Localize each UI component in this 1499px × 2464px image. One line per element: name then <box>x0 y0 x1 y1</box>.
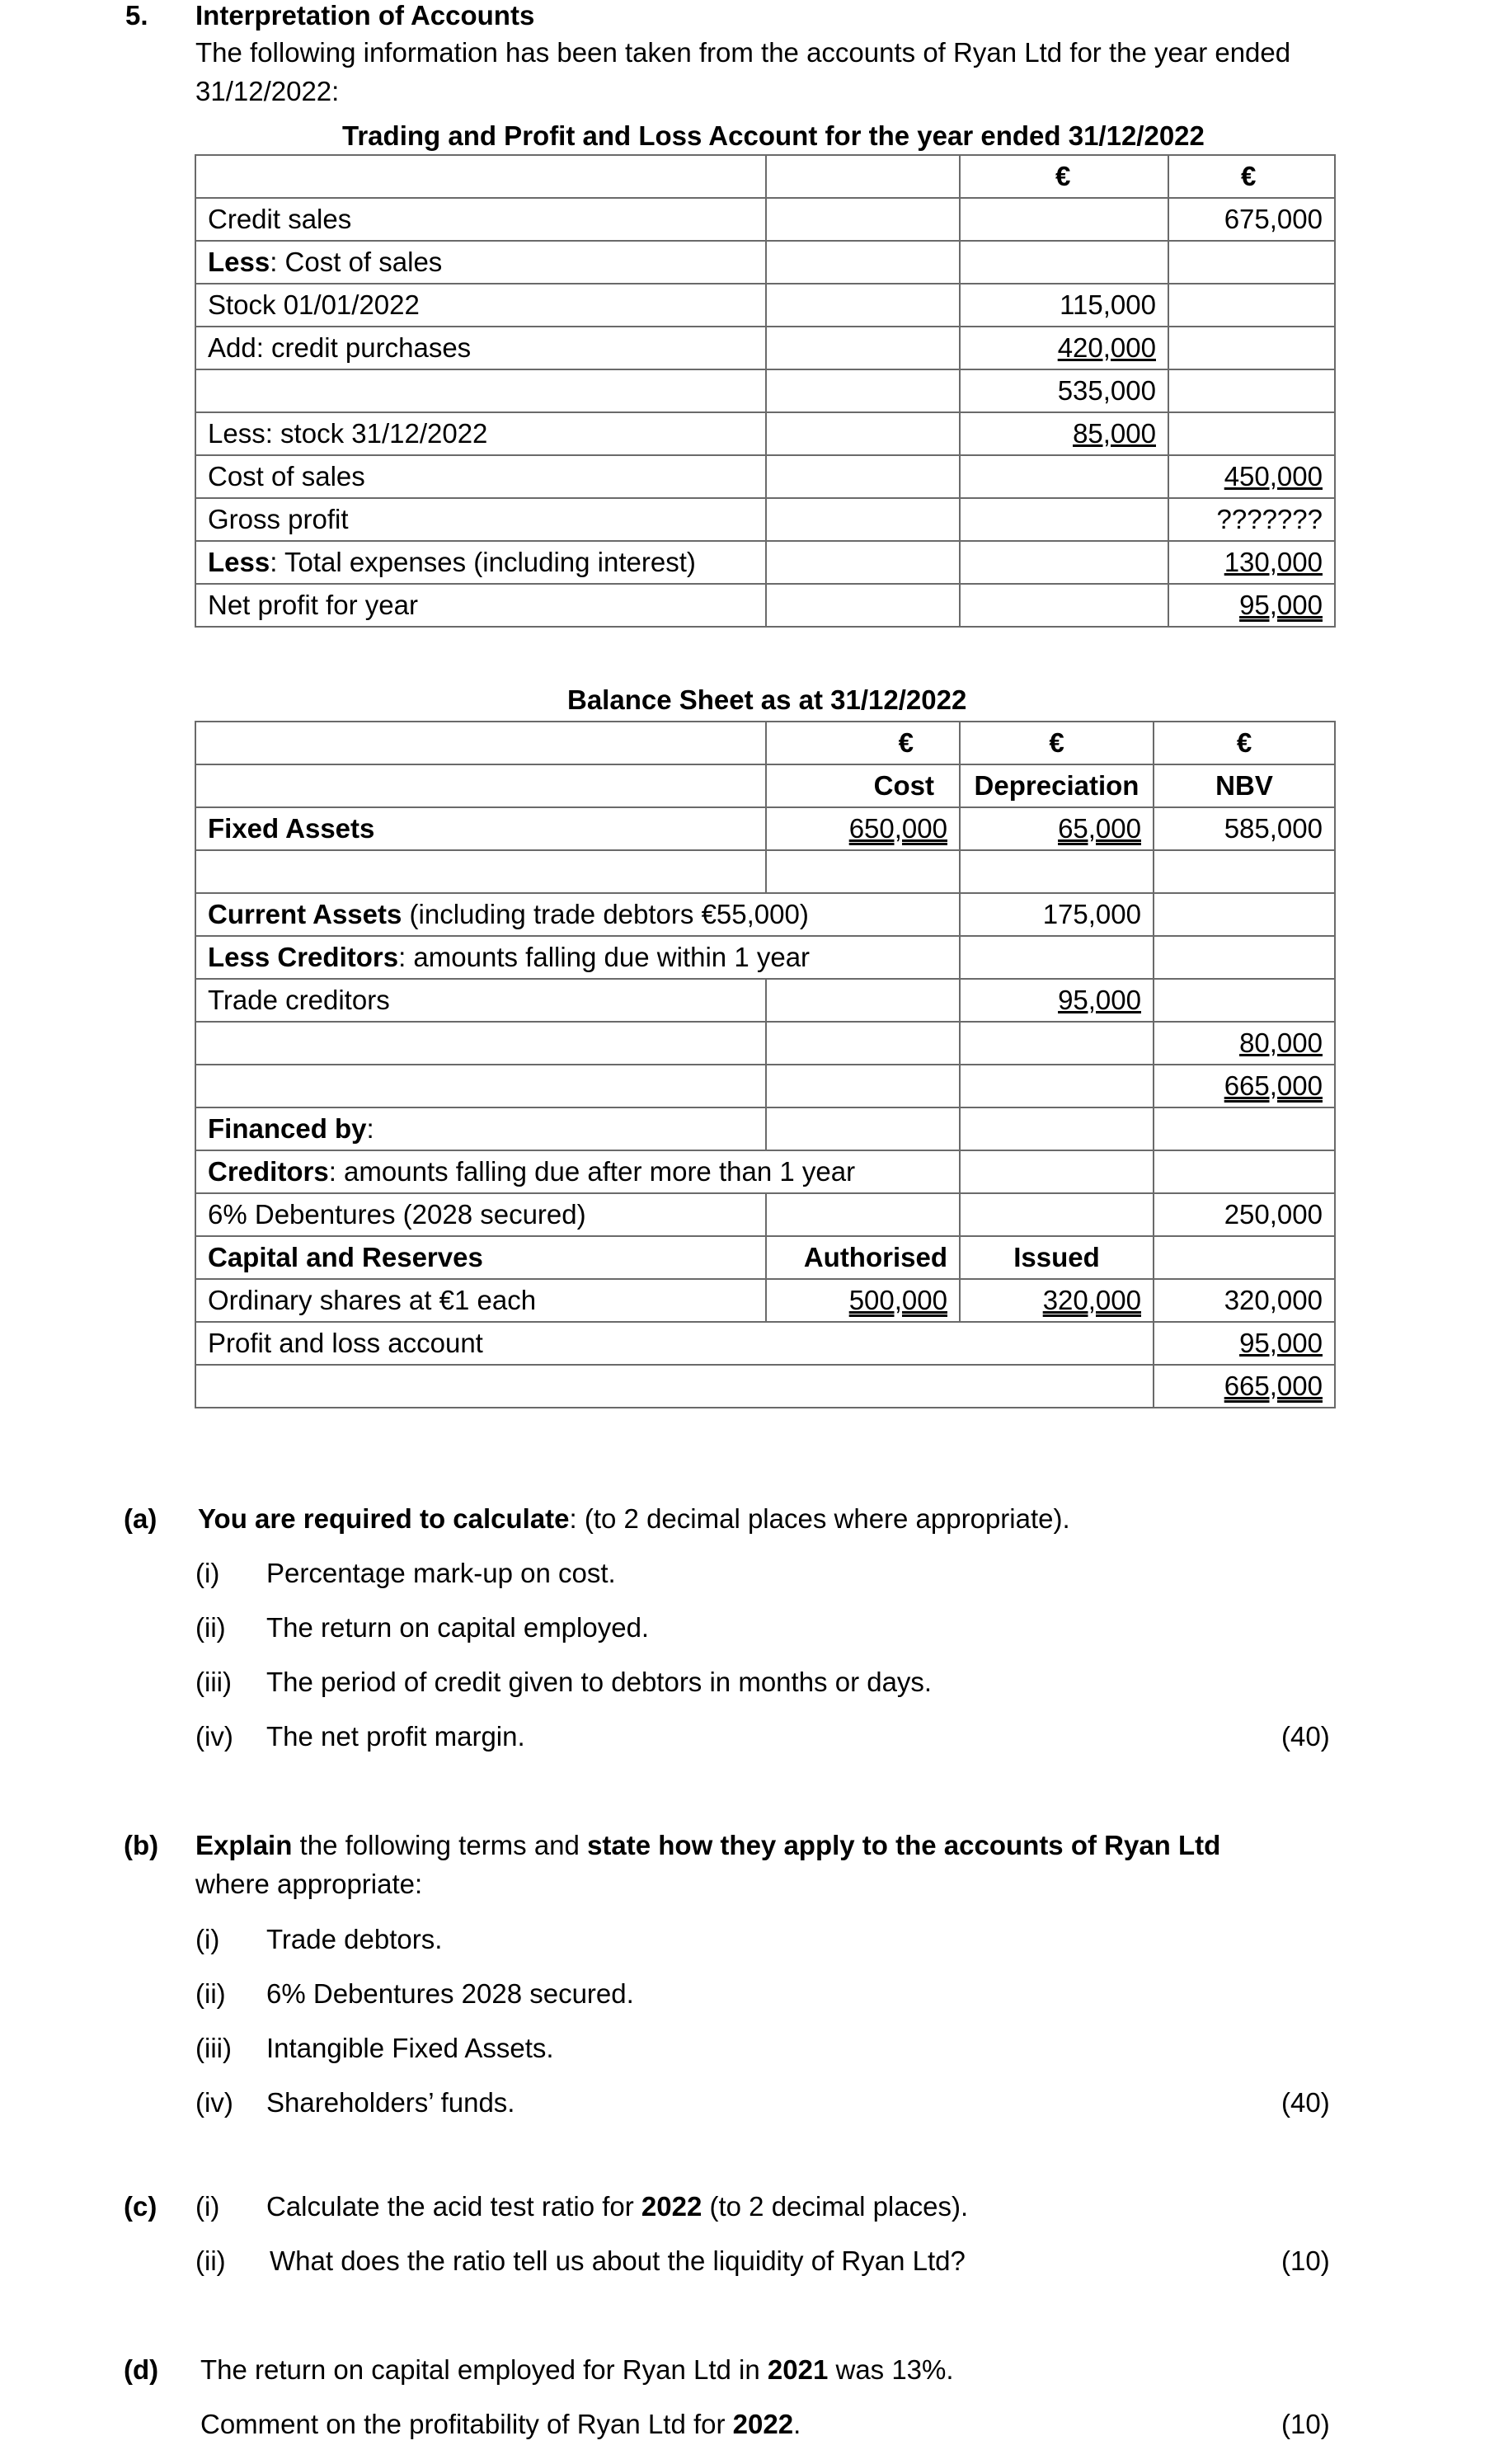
total-net-assets-value: 665,000 <box>1224 1070 1323 1101</box>
table-row: Financed by: <box>195 1107 1335 1150</box>
cost-of-sales-value: 450,000 <box>1224 461 1323 491</box>
table-row: Less Creditors: amounts falling due within 1 year <box>195 936 1335 979</box>
part-b-item-text: Shareholders’ funds. <box>266 2087 515 2118</box>
table-row <box>195 241 1335 284</box>
part-b-item-num: (iii) <box>195 2033 232 2063</box>
part-b-item-num: (ii) <box>195 1978 226 2009</box>
part-a-letter: (a) <box>124 1503 157 1534</box>
table-row: Profit and loss account 95,000 <box>195 1322 1335 1365</box>
issued-value: 320,000 <box>1042 1285 1141 1315</box>
trading-currency-mid: € <box>1055 161 1071 191</box>
table-row: Gross profit ??????? <box>195 498 1335 541</box>
part-d-line2: Comment on the profitability of Ryan Ltd for 2022. <box>200 2409 801 2439</box>
question-title: Interpretation of Accounts <box>195 0 535 31</box>
fixed-depreciation-value: 65,000 <box>1058 813 1141 844</box>
table-row <box>195 850 1335 893</box>
part-b-item-text: Intangible Fixed Assets. <box>266 2033 554 2063</box>
part-b-letter: (b) <box>124 1830 159 1860</box>
fixed-nbv-value: 585,000 <box>1154 807 1335 850</box>
part-c-marks: (10) <box>1281 2245 1330 2276</box>
part-d-line1: The return on capital employed for Ryan Ltd in 2021 was 13%. <box>200 2354 954 2385</box>
subtotal-value: 535,000 <box>960 369 1168 412</box>
balance-table <box>195 721 1336 1408</box>
part-b-item-text: Trade debtors. <box>266 1924 443 1954</box>
part-a-item-text: The net profit margin. <box>266 1721 525 1752</box>
profit-loss-value: 95,000 <box>1239 1328 1323 1358</box>
issued-header: Issued <box>960 1236 1154 1279</box>
table-row <box>195 369 1335 412</box>
trade-creditors-value: 95,000 <box>1058 985 1141 1015</box>
part-b-item-num: (iv) <box>195 2087 233 2118</box>
expenses-value: 130,000 <box>1224 547 1323 577</box>
credit-sales-value: 675,000 <box>1168 198 1335 241</box>
part-c-item-num: (i) <box>195 2191 220 2222</box>
nbv-header: NBV <box>1154 764 1335 807</box>
table-row: Fixed Assets 650,000 65,000 585,000 <box>195 807 1335 850</box>
part-d-marks: (10) <box>1281 2409 1330 2439</box>
net-profit-value: 95,000 <box>1239 590 1323 620</box>
gross-profit-value: ??????? <box>1168 498 1335 541</box>
table-row <box>195 764 1335 807</box>
purchases-value: 420,000 <box>1057 332 1156 363</box>
balance-title: Balance Sheet as at 31/12/2022 <box>567 684 967 715</box>
table-row: Trade creditors 95,000 <box>195 979 1335 1022</box>
part-a-item-text: Percentage mark-up on cost. <box>266 1558 616 1588</box>
part-b-marks: (40) <box>1281 2087 1330 2118</box>
part-a-item-num: (iii) <box>195 1667 232 1697</box>
table-row: Stock 01/01/2022 115,000 <box>195 284 1335 327</box>
table-row: Less: stock 31/12/2022 85,000 <box>195 412 1335 455</box>
row-label: Less: Cost of sales <box>195 241 766 284</box>
cost-header: Cost <box>766 764 960 807</box>
part-a-item-text: The return on capital employed. <box>266 1612 650 1643</box>
part-a-item-num: (iv) <box>195 1721 233 1752</box>
authorised-header: Authorised <box>766 1236 960 1279</box>
table-row <box>195 1365 1335 1408</box>
ordinary-shares-value: 320,000 <box>1154 1279 1335 1322</box>
part-a-item-num: (ii) <box>195 1612 226 1643</box>
table-row: Capital and Reserves Authorised Issued <box>195 1236 1335 1279</box>
table-row: Net profit for year 95,000 <box>195 584 1335 627</box>
question-number: 5. <box>125 0 148 31</box>
depreciation-header: Depreciation <box>960 764 1154 807</box>
table-row: Current Assets (including trade debtors €55,000) 175,000 <box>195 893 1335 936</box>
question-intro: The following information has been taken from the accounts of Ryan Ltd for the year ended <box>195 37 1291 68</box>
debentures-value: 250,000 <box>1154 1193 1335 1236</box>
current-assets-value: 175,000 <box>960 893 1154 936</box>
table-row <box>195 1065 1335 1107</box>
part-c-item-text: Calculate the acid test ratio for 2022 (to 2 decimal places). <box>266 2191 969 2222</box>
trading-header-row <box>195 155 1335 198</box>
table-row: Add: credit purchases 420,000 <box>195 327 1335 369</box>
part-c-item-text: What does the ratio tell us about the liquidity of Ryan Ltd? <box>270 2245 966 2276</box>
fixed-cost-value: 650,000 <box>848 813 947 844</box>
question-intro-date: 31/12/2022: <box>195 76 340 106</box>
part-b-instruction: Explain the following terms and state how they apply to the accounts of Ryan Ltd <box>195 1830 1221 1860</box>
part-b-instruction-line2: where appropriate: <box>195 1869 423 1899</box>
trading-currency-right: € <box>1241 161 1257 191</box>
part-c-letter: (c) <box>124 2191 157 2222</box>
table-row: Ordinary shares at €1 each 500,000 320,000 320,000 <box>195 1279 1335 1322</box>
row-label: Credit sales <box>195 198 766 241</box>
authorised-value: 500,000 <box>848 1285 947 1315</box>
closing-stock-value: 85,000 <box>1073 418 1156 449</box>
opening-stock-value: 115,000 <box>960 284 1168 327</box>
trading-title: Trading and Profit and Loss Account for the year ended 31/12/2022 <box>342 120 1205 151</box>
table-row: Creditors: amounts falling due after more than 1 year <box>195 1150 1335 1193</box>
total-financed-value: 665,000 <box>1224 1371 1323 1401</box>
part-a-instruction: You are required to calculate: (to 2 decimal places where appropriate). <box>198 1503 1070 1534</box>
part-a-item-num: (i) <box>195 1558 220 1588</box>
table-row: Cost of sales 450,000 <box>195 455 1335 498</box>
table-row: Less: Total expenses (including interest) 130,000 <box>195 541 1335 584</box>
part-d-letter: (d) <box>124 2354 159 2385</box>
part-c-item-num: (ii) <box>195 2245 226 2276</box>
part-a-marks: (40) <box>1281 1721 1330 1752</box>
part-a-item-text: The period of credit given to debtors in months or days. <box>266 1667 933 1697</box>
trading-table <box>195 154 1336 628</box>
part-b-item-num: (i) <box>195 1924 220 1954</box>
net-current-assets-value: 80,000 <box>1239 1027 1323 1058</box>
table-row <box>195 1022 1335 1065</box>
table-row: € € € <box>195 722 1335 764</box>
table-row: 6% Debentures (2028 secured) 250,000 <box>195 1193 1335 1236</box>
part-b-item-text: 6% Debentures 2028 secured. <box>266 1978 634 2009</box>
table-row <box>195 198 1335 241</box>
